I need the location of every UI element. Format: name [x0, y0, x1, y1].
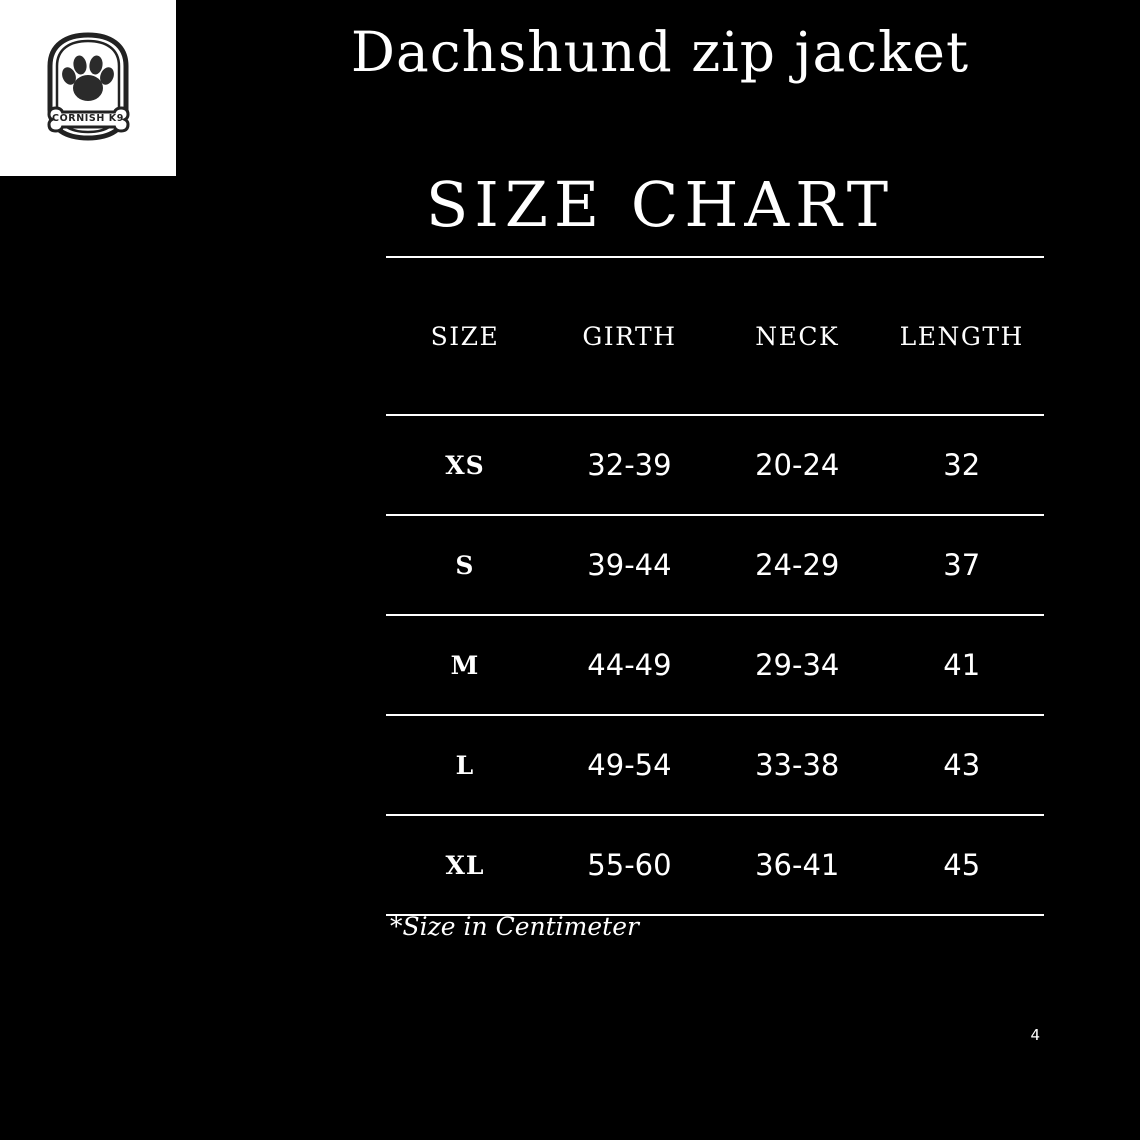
- column-header-size: SIZE: [430, 321, 500, 351]
- cell-size: XS: [445, 450, 485, 480]
- table-row: [386, 815, 1044, 914]
- cell-size: M: [450, 650, 480, 680]
- table-row: [386, 615, 1044, 715]
- footnote: *Size in Centimeter: [390, 912, 639, 941]
- cell-girth: 55-60: [587, 848, 672, 882]
- cell-length: 41: [943, 648, 981, 682]
- brand-name-text: CORNISH K9: [52, 113, 124, 124]
- cell-length: 45: [943, 848, 981, 882]
- cell-girth: 32-39: [587, 448, 672, 482]
- page-title: Dachshund zip jacket: [350, 20, 970, 84]
- cell-size: S: [455, 550, 475, 580]
- table-row: [386, 415, 1044, 515]
- cell-neck: 29-34: [755, 648, 840, 682]
- cell-neck: 33-38: [755, 748, 840, 782]
- cell-neck: 36-41: [755, 848, 840, 882]
- table-row: [386, 515, 1044, 615]
- column-header-neck: NECK: [755, 321, 840, 351]
- cell-length: 37: [943, 548, 981, 582]
- cell-neck: 24-29: [755, 548, 840, 582]
- cell-length: 32: [943, 448, 981, 482]
- cell-size: L: [455, 750, 475, 780]
- cell-length: 43: [943, 748, 981, 782]
- table-header-row: [386, 258, 1044, 415]
- column-header-length: LENGTH: [899, 321, 1024, 351]
- brand-logo: [0, 0, 176, 176]
- cell-neck: 20-24: [755, 448, 840, 482]
- cell-girth: 44-49: [587, 648, 672, 682]
- cell-size: XL: [445, 850, 485, 880]
- column-header-girth: GIRTH: [582, 321, 677, 351]
- size-chart-table-wrapper: [386, 256, 1044, 916]
- table-row: [386, 715, 1044, 815]
- size-chart-table: [386, 258, 1044, 914]
- cell-girth: 49-54: [587, 748, 672, 782]
- bone-badge-icon: [36, 32, 140, 144]
- page-number: 4: [1030, 1026, 1040, 1044]
- cell-girth: 39-44: [587, 548, 672, 582]
- size-chart-heading: SIZE CHART: [425, 168, 895, 241]
